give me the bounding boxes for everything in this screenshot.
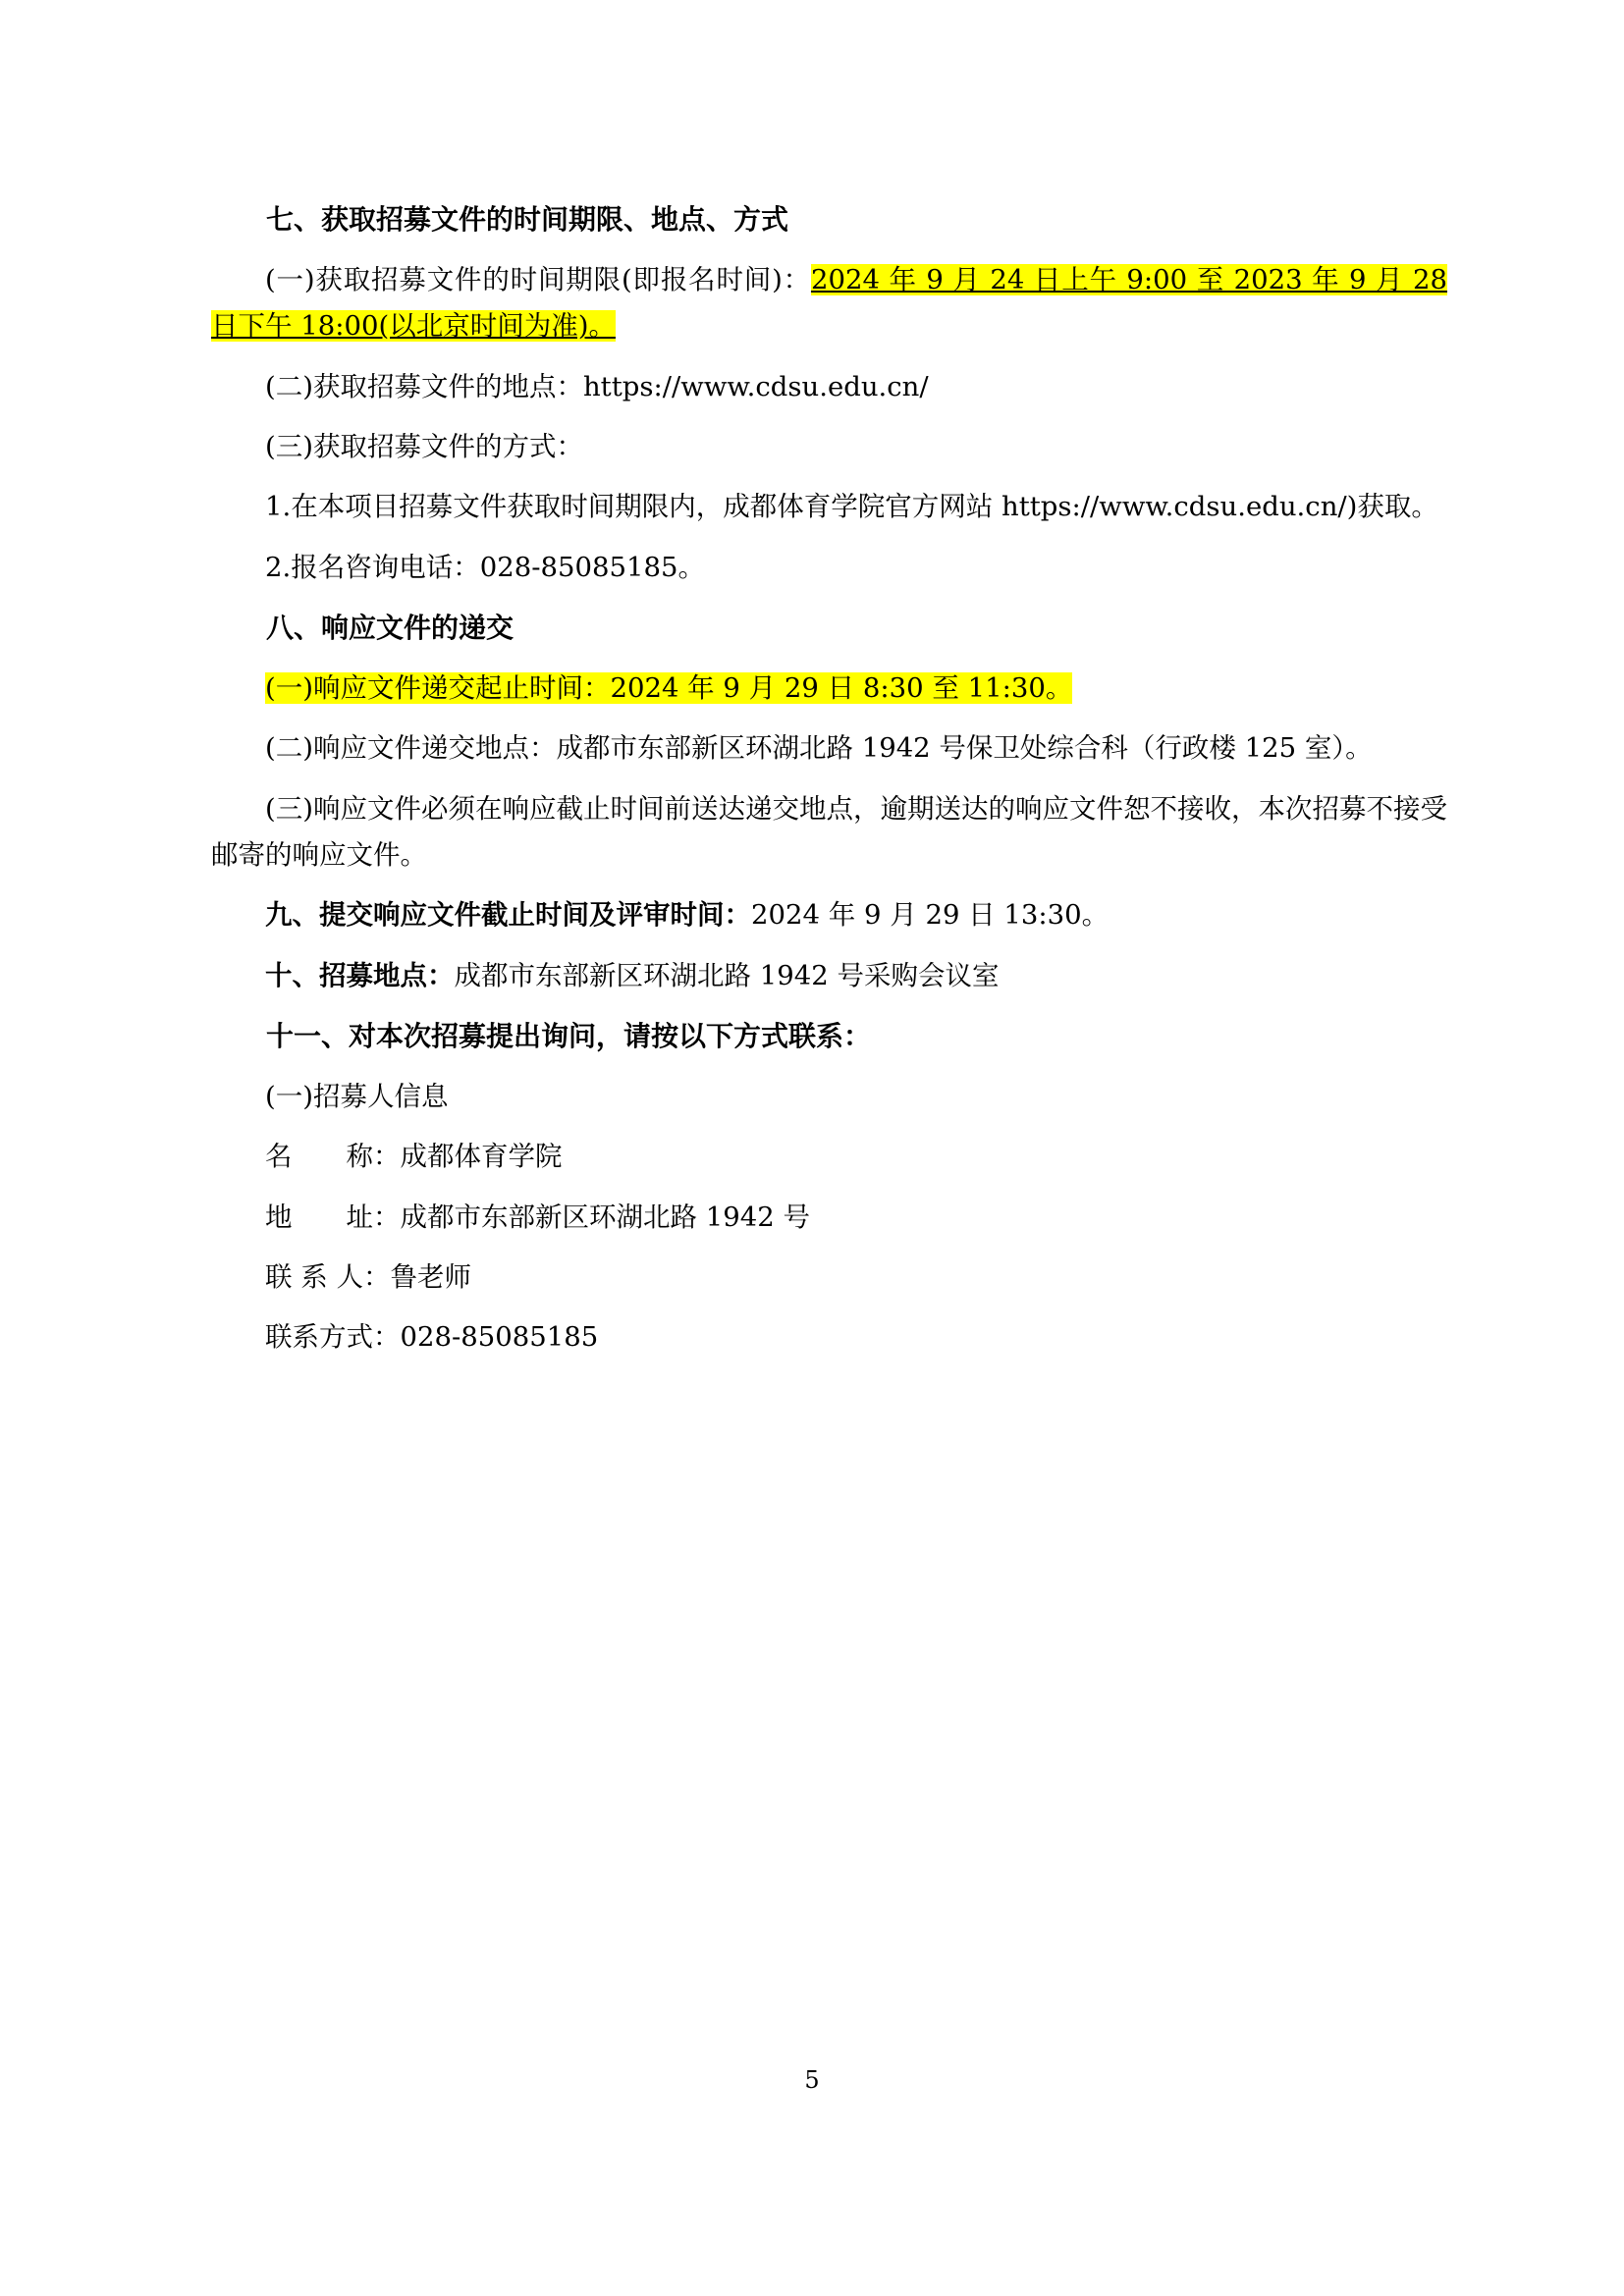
- contact-field-phone: [211, 1314, 1447, 1361]
- page-number: 5: [804, 2066, 820, 2094]
- section-seven-item-1-label: (一)获取招募文件的时间期限(即报名时间)：: [265, 264, 811, 296]
- section-nine-value: 2024 年 9 月 29 日 13:30。: [751, 899, 1110, 932]
- section-ten-label: 十、招募地点：: [265, 959, 455, 991]
- contact-field-phone-value: 028-85085185: [400, 1321, 599, 1354]
- section-nine: [211, 892, 1447, 938]
- section-ten-value: 成都市东部新区环湖北路 1942 号采购会议室: [454, 959, 1000, 991]
- section-seven-item-3-sub-1: 1.在本项目招募文件获取时间期限内，成都体育学院官方网站 https://www.cdsu.edu.cn/)获取。: [265, 491, 1438, 523]
- section-eleven-subheading: (一)招募人信息: [265, 1081, 449, 1113]
- section-seven-item-1-highlight: 2024 年 9 月 24 日上午 9:00 至 2023 年 9 月 28 日下午 18:00(以北京时间为准)。: [211, 264, 1447, 343]
- section-nine-label: 九、提交响应文件截止时间及评审时间：: [265, 899, 751, 932]
- contact-field-name: [211, 1134, 1447, 1180]
- section-eight-item-1-highlight: (一)响应文件递交起止时间：2024 年 9 月 29 日 8:30 至 11:30。: [265, 672, 1073, 705]
- contact-field-person: [211, 1255, 1447, 1301]
- section-eight-heading: 八、响应文件的递交: [266, 611, 514, 644]
- section-eight-item-2: (二)响应文件递交地点：成都市东部新区环湖北路 1942 号保卫处综合科（行政楼 125 室）。: [265, 732, 1373, 765]
- contact-field-phone-label: 联系方式：: [265, 1321, 401, 1354]
- contact-field-person-label: 联 系 人：: [265, 1260, 391, 1293]
- section-ten: [211, 953, 1447, 999]
- section-seven-heading: 七、获取招募文件的时间期限、地点、方式: [266, 203, 789, 236]
- section-eight-item-1: [211, 666, 1447, 712]
- contact-field-address-label: 地 址：: [265, 1201, 401, 1233]
- section-seven-item-3: (三)获取招募文件的方式：: [265, 431, 583, 463]
- section-seven-item-1: [211, 257, 1447, 350]
- contact-field-name-value: 成都体育学院: [400, 1141, 563, 1173]
- contact-field-address-value: 成都市东部新区环湖北路 1942 号: [400, 1201, 810, 1233]
- section-seven-item-2: (二)获取招募文件的地点：https://www.cdsu.edu.cn/: [265, 370, 929, 402]
- document-body: [211, 196, 1447, 1362]
- section-eight-item-3: (三)响应文件必须在响应截止时间前送达递交地点，逾期送达的响应文件恕不接收，本次招募不接受邮寄的响应文件。: [211, 792, 1447, 871]
- contact-field-name-label: 名 称：: [265, 1141, 401, 1173]
- section-eleven-heading: 十一、对本次招募提出询问，请按以下方式联系：: [266, 1019, 872, 1052]
- contact-field-person-value: 鲁老师: [390, 1260, 471, 1293]
- contact-field-address: [211, 1195, 1447, 1241]
- section-seven-item-3-sub-2: 2.报名咨询电话：028-85085185。: [265, 551, 705, 583]
